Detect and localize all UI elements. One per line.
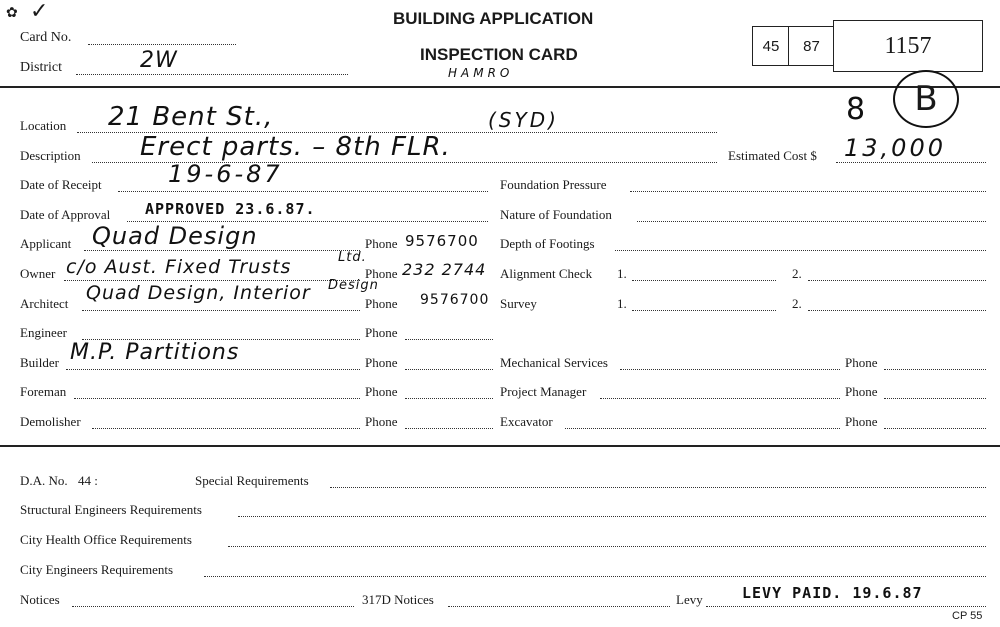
date-approval-label: Date of Approval	[20, 207, 111, 222]
da-no-label: D.A. No.	[20, 473, 68, 488]
district-label: District	[20, 60, 62, 75]
architect-design: Design	[328, 278, 379, 293]
depth-footings-label: Depth of Footings	[500, 236, 595, 251]
demolisher-phone-label: Phone	[365, 414, 398, 429]
description-label: Description	[20, 148, 81, 163]
engineer-label: Engineer	[20, 325, 67, 340]
foreman-line	[74, 398, 360, 399]
survey-line1	[632, 310, 776, 311]
survey-line2	[808, 310, 986, 311]
owner-line	[64, 280, 360, 281]
description-value: Erect parts. – 8th FLR.	[140, 132, 451, 162]
city-eng-label: City Engineers Requirements	[20, 562, 174, 577]
excavator-phone-label: Phone	[845, 414, 878, 429]
circled-annotation	[893, 70, 959, 128]
levy-line	[706, 606, 986, 607]
location-label: Location	[20, 118, 67, 133]
nature-foundation-line	[637, 221, 986, 222]
notices-label: Notices	[20, 592, 60, 607]
excavator-phone-line	[884, 428, 986, 429]
form-code: CP 55	[952, 610, 983, 622]
builder-label: Builder	[20, 355, 59, 370]
mechanical-label: Mechanical Services	[500, 355, 608, 370]
corner-gear-icon: ✿	[6, 6, 18, 21]
foundation-pressure-label: Foundation Pressure	[500, 177, 607, 192]
project-manager-label: Project Manager	[500, 384, 587, 399]
notices-317d-line	[448, 606, 670, 607]
engineer-phone-line	[405, 339, 493, 340]
location-extra: (SYD)	[488, 108, 559, 132]
card-box-a: 45	[752, 26, 790, 66]
date-receipt-value: 19-6-87	[168, 160, 283, 188]
health-line	[228, 546, 986, 547]
depth-footings-line	[615, 250, 986, 251]
estimated-cost-line	[836, 162, 986, 163]
health-label: City Health Office Requirements	[20, 532, 192, 547]
engineer-phone-label: Phone	[365, 325, 398, 340]
page-subtitle: INSPECTION CARD	[420, 45, 578, 64]
applicant-label: Applicant	[20, 236, 72, 251]
project-manager-phone-label: Phone	[845, 384, 878, 399]
architect-label: Architect	[20, 296, 69, 311]
owner-phone-label: Phone	[365, 266, 398, 281]
foreman-phone-line	[405, 398, 493, 399]
excavator-line	[565, 428, 840, 429]
estimated-cost-label: Estimated Cost $	[728, 148, 817, 163]
architect-phone-value: 9576700	[420, 292, 490, 308]
foreman-label: Foreman	[20, 384, 67, 399]
architect-value: Quad Design, Interior	[86, 282, 311, 304]
applicant-value: Quad Design	[92, 222, 258, 250]
annotation-letter: B	[914, 79, 938, 119]
title-handwritten: HAMRO	[448, 66, 514, 80]
card-no-label: Card No.	[20, 30, 72, 45]
special-req-label: Special Requirements	[195, 473, 309, 488]
applicant-phone-label: Phone	[365, 236, 398, 251]
district-line	[76, 74, 348, 75]
notices-317d-label: 317D Notices	[362, 592, 434, 607]
owner-ltd: Ltd.	[338, 250, 367, 265]
da-no-value: 44 :	[78, 473, 98, 488]
builder-value: M.P. Partitions	[70, 340, 240, 365]
middle-rule	[0, 445, 1000, 447]
nature-foundation-label: Nature of Foundation	[500, 207, 612, 222]
project-manager-phone-line	[884, 398, 986, 399]
excavator-label: Excavator	[500, 414, 553, 429]
structural-line	[238, 516, 986, 517]
page-title: BUILDING APPLICATION	[393, 9, 594, 28]
date-receipt-label: Date of Receipt	[20, 177, 102, 192]
notices-line	[72, 606, 354, 607]
architect-phone-label: Phone	[365, 296, 398, 311]
demolisher-line	[92, 428, 360, 429]
check-mark-icon: ✓	[30, 0, 49, 23]
owner-label: Owner	[20, 266, 56, 281]
alignment-check-label: Alignment Check	[500, 266, 593, 281]
foundation-pressure-line	[630, 191, 986, 192]
mechanical-line	[620, 369, 840, 370]
mechanical-phone-line	[884, 369, 986, 370]
location-value: 21 Bent St.,	[108, 102, 274, 132]
annotation-eight: 8	[846, 92, 867, 127]
builder-phone-line	[405, 369, 493, 370]
alignment-line1	[632, 280, 776, 281]
owner-phone-value: 232 2744	[402, 260, 487, 279]
survey-num1: 1.	[617, 296, 627, 311]
city-eng-line	[204, 576, 986, 577]
owner-value: c/o Aust. Fixed Trusts	[66, 256, 292, 278]
demolisher-phone-line	[405, 428, 493, 429]
demolisher-label: Demolisher	[20, 414, 81, 429]
mechanical-phone-label: Phone	[845, 355, 878, 370]
foreman-phone-label: Phone	[365, 384, 398, 399]
levy-value: LEVY PAID. 19.6.87	[742, 584, 923, 602]
alignment-num2: 2.	[792, 266, 802, 281]
applicant-phone-value: 9576700	[405, 232, 479, 250]
survey-label: Survey	[500, 296, 537, 311]
alignment-num1: 1.	[617, 266, 627, 281]
card-box-b: 87	[788, 26, 835, 66]
builder-phone-label: Phone	[365, 355, 398, 370]
date-receipt-line	[118, 191, 488, 192]
card-no-line	[88, 44, 236, 45]
alignment-line2	[808, 280, 986, 281]
special-req-line	[330, 487, 986, 488]
top-rule	[0, 86, 1000, 88]
applicant-line	[84, 250, 360, 251]
estimated-cost-value: 13,000	[844, 134, 946, 162]
card-number-box: 1157	[833, 20, 983, 72]
project-manager-line	[600, 398, 840, 399]
district-value: 2W	[140, 48, 178, 73]
levy-label: Levy	[676, 592, 703, 607]
approval-stamp: APPROVED 23.6.87.	[145, 200, 316, 218]
structural-label: Structural Engineers Requirements	[20, 502, 202, 517]
survey-num2: 2.	[792, 296, 802, 311]
builder-line	[66, 369, 360, 370]
architect-line	[82, 310, 360, 311]
